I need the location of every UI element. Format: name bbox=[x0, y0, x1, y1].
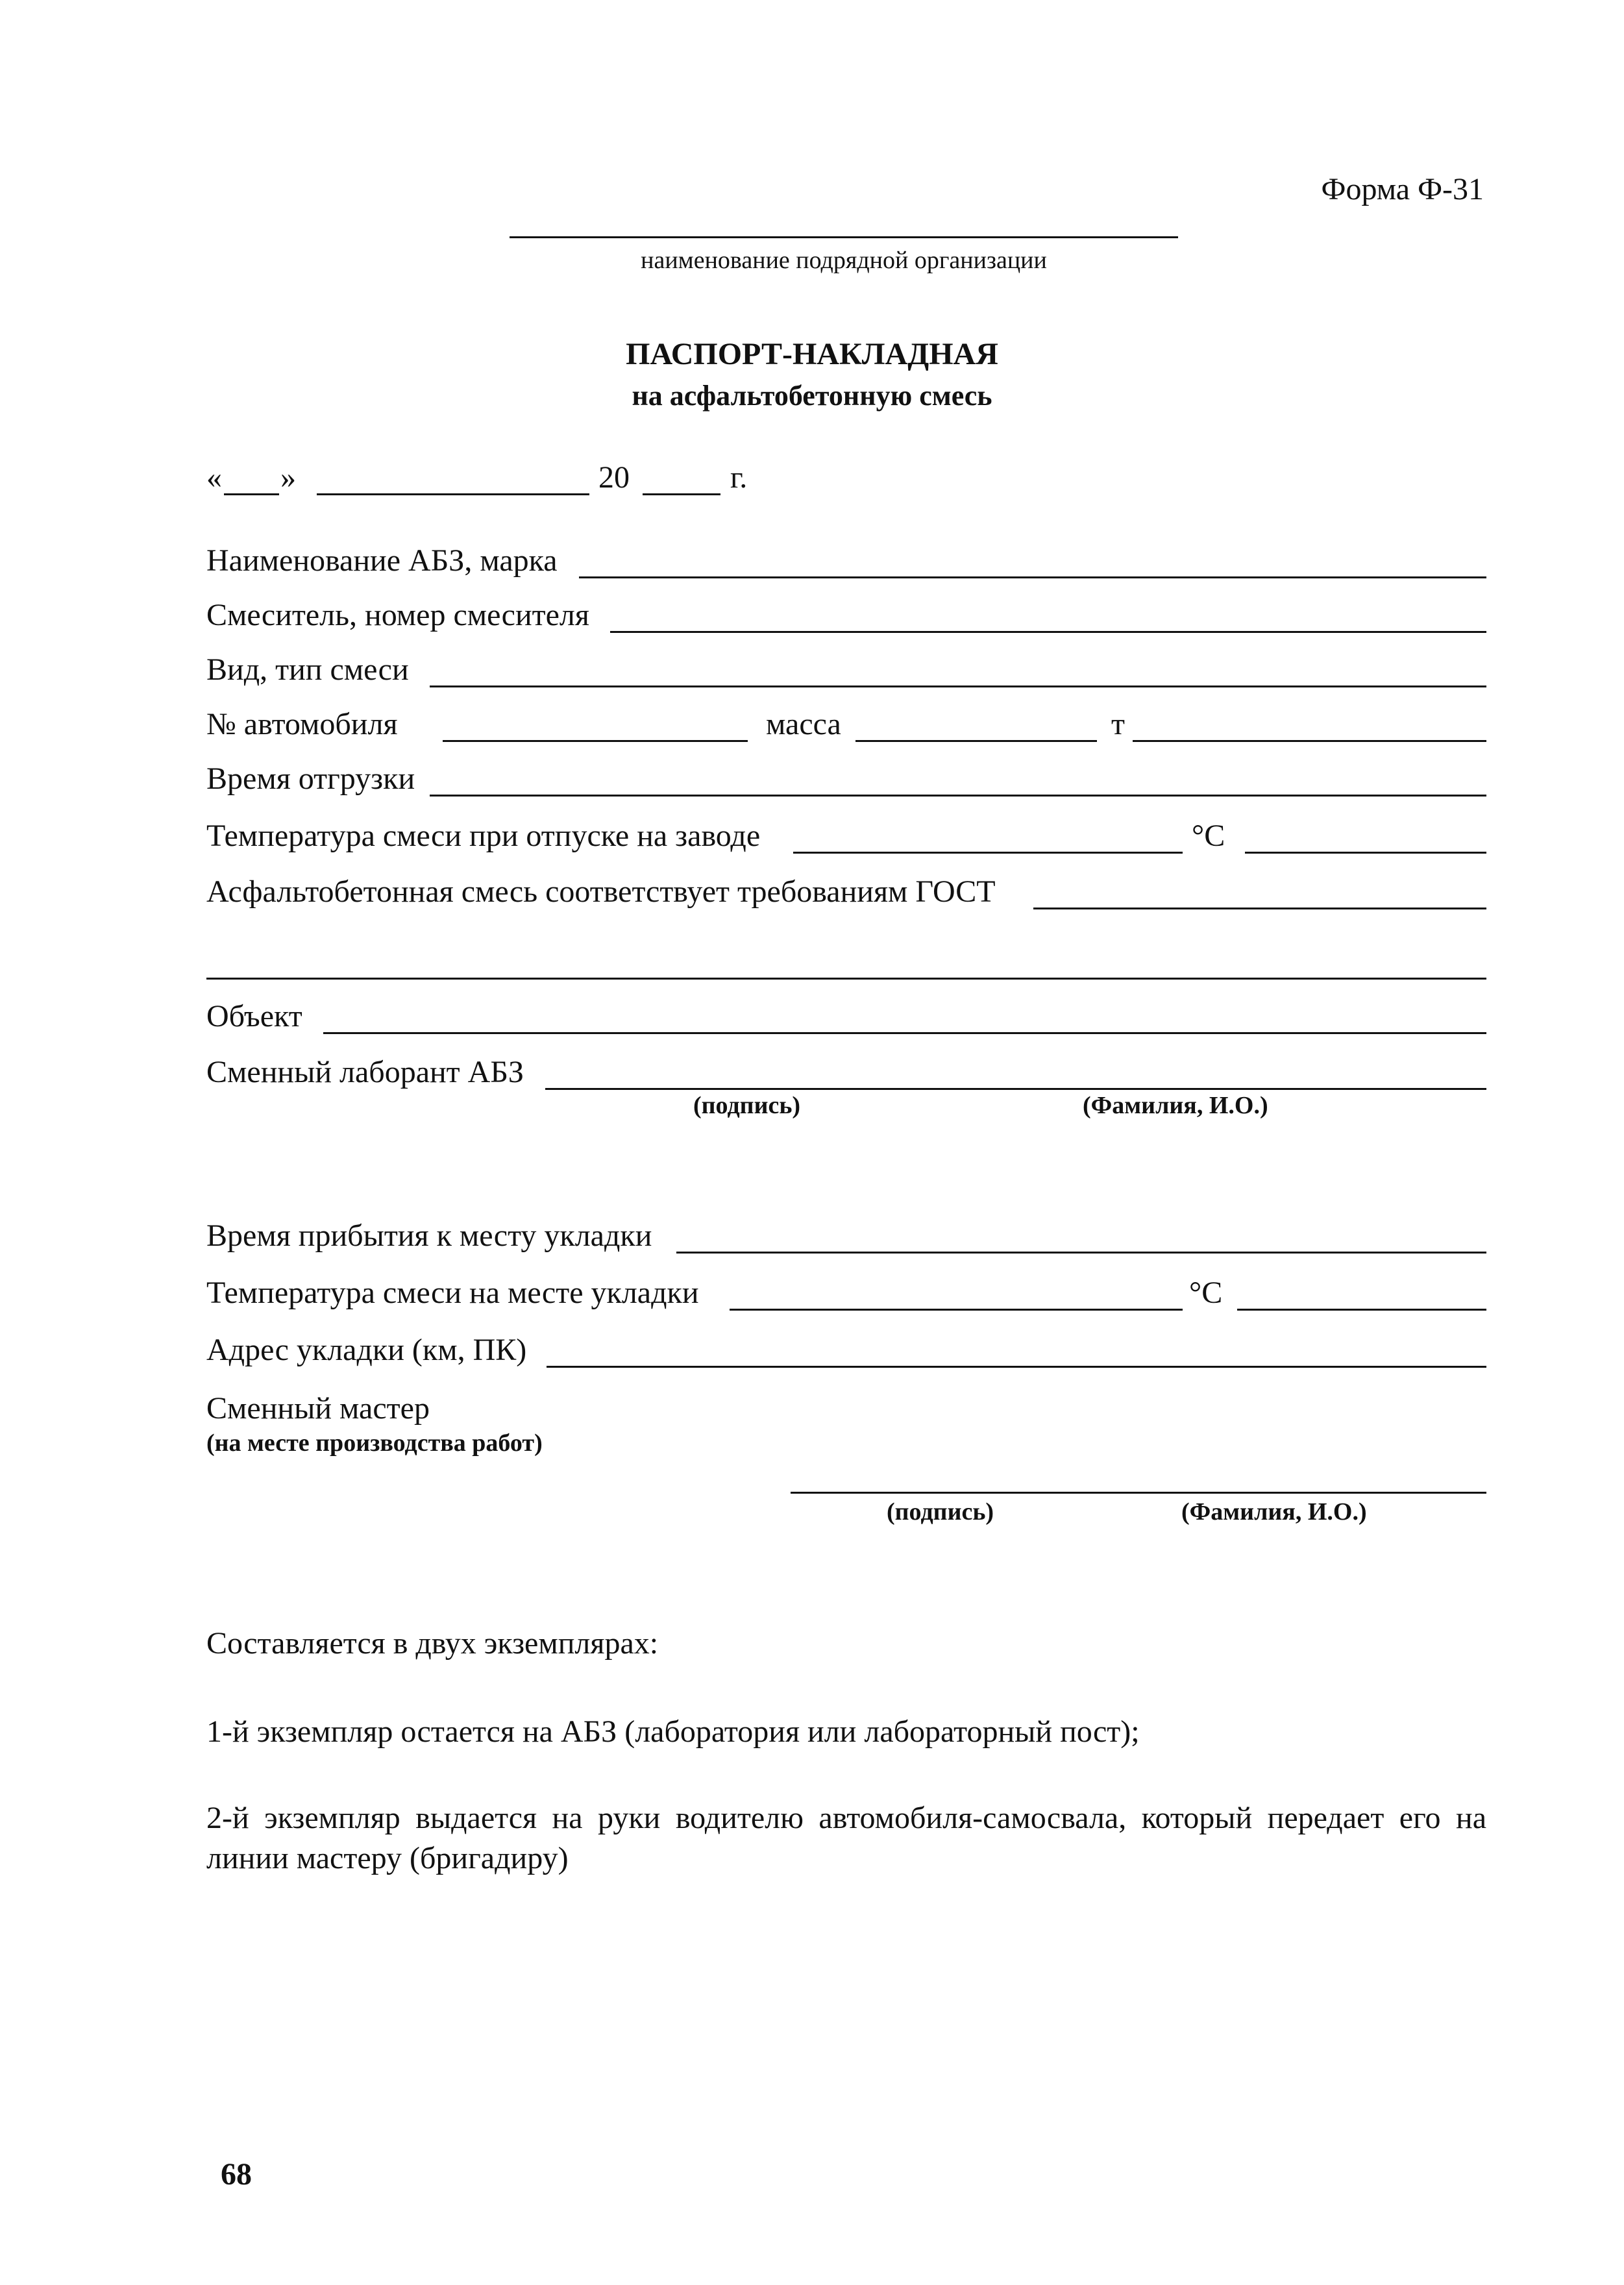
vehicle-no-field[interactable] bbox=[443, 740, 748, 742]
vehicle-no-label: № автомобиля bbox=[206, 707, 398, 741]
lab-technician-field[interactable] bbox=[545, 1088, 1486, 1090]
laying-address-label: Адрес укладки (км, ПК) bbox=[206, 1333, 527, 1367]
temp-unit-2: °C bbox=[1189, 1276, 1223, 1310]
lab-signature-caption: (подпись) bbox=[693, 1092, 801, 1119]
org-caption: наименование подрядной организации bbox=[641, 247, 1047, 274]
shift-master-label: Сменный мастер bbox=[206, 1391, 430, 1426]
mass-label: масса bbox=[766, 707, 841, 741]
object-label: Объект bbox=[206, 999, 302, 1033]
document-title: ПАСПОРТ-НАКЛАДНАЯ bbox=[626, 337, 998, 371]
abz-name-field[interactable] bbox=[579, 576, 1486, 578]
mix-type-field[interactable] bbox=[430, 686, 1486, 687]
page-number: 68 bbox=[221, 2157, 252, 2192]
shipment-time-field[interactable] bbox=[430, 795, 1486, 797]
year-field[interactable] bbox=[643, 493, 720, 495]
gost-label: Асфальтобетонная смесь соответствует требованиям ГОСТ bbox=[206, 874, 996, 909]
document-subtitle: на асфальтобетонную смесь bbox=[632, 380, 992, 412]
shift-master-note: (на месте производства работ) bbox=[206, 1429, 543, 1457]
mixer-label: Смеситель, номер смесителя bbox=[206, 598, 589, 632]
year-suffix: г. bbox=[730, 460, 748, 495]
temp-at-plant-label: Температура смеси при отпуске на заводе bbox=[206, 819, 761, 853]
day-field[interactable] bbox=[224, 493, 279, 495]
gost-field-continuation[interactable] bbox=[206, 978, 1486, 980]
object-field[interactable] bbox=[323, 1032, 1486, 1034]
gost-field[interactable] bbox=[1033, 908, 1486, 909]
arrival-time-field[interactable] bbox=[676, 1252, 1486, 1254]
org-name-line bbox=[510, 236, 1178, 238]
abz-name-label: Наименование АБЗ, марка bbox=[206, 543, 558, 578]
shipment-time-label: Время отгрузки bbox=[206, 761, 415, 796]
year-prefix: 20 bbox=[598, 460, 630, 495]
tonnes-field[interactable] bbox=[1133, 740, 1486, 742]
notes-copy1: 1-й экземпляр остается на АБЗ (лаборатория или лабораторный пост); bbox=[206, 1714, 1140, 1749]
form-code: Форма Ф-31 bbox=[1321, 172, 1484, 206]
date-close-quote: » bbox=[280, 460, 296, 495]
temp-at-site-extra-field[interactable] bbox=[1237, 1309, 1486, 1311]
mass-field[interactable] bbox=[855, 740, 1097, 742]
lab-technician-label: Сменный лаборант АБЗ bbox=[206, 1055, 524, 1089]
shift-master-signature-field[interactable] bbox=[791, 1492, 1486, 1494]
temp-at-plant-field[interactable] bbox=[793, 852, 1183, 854]
master-signature-caption: (подпись) bbox=[887, 1498, 994, 1525]
date-open-quote: « bbox=[206, 460, 222, 495]
month-field[interactable] bbox=[317, 493, 589, 495]
tonnes-label: т bbox=[1111, 707, 1125, 741]
master-name-caption: (Фамилия, И.О.) bbox=[1181, 1498, 1367, 1525]
notes-intro: Составляется в двух экземплярах: bbox=[206, 1626, 659, 1661]
temp-unit-1: °C bbox=[1192, 819, 1225, 853]
mix-type-label: Вид, тип смеси bbox=[206, 652, 409, 687]
arrival-time-label: Время прибытия к месту укладки bbox=[206, 1218, 652, 1253]
temp-at-site-field[interactable] bbox=[730, 1309, 1183, 1311]
temp-at-plant-extra-field[interactable] bbox=[1245, 852, 1486, 854]
temp-at-site-label: Температура смеси на месте укладки bbox=[206, 1276, 699, 1310]
lab-name-caption: (Фамилия, И.О.) bbox=[1083, 1092, 1268, 1119]
mixer-field[interactable] bbox=[610, 631, 1486, 633]
laying-address-field[interactable] bbox=[547, 1366, 1486, 1368]
notes-copy2: 2-й экземпляр выдается на руки водителю автомобиля-самосвала, который передает его на линии мастеру (бригадиру) bbox=[206, 1801, 1486, 1875]
